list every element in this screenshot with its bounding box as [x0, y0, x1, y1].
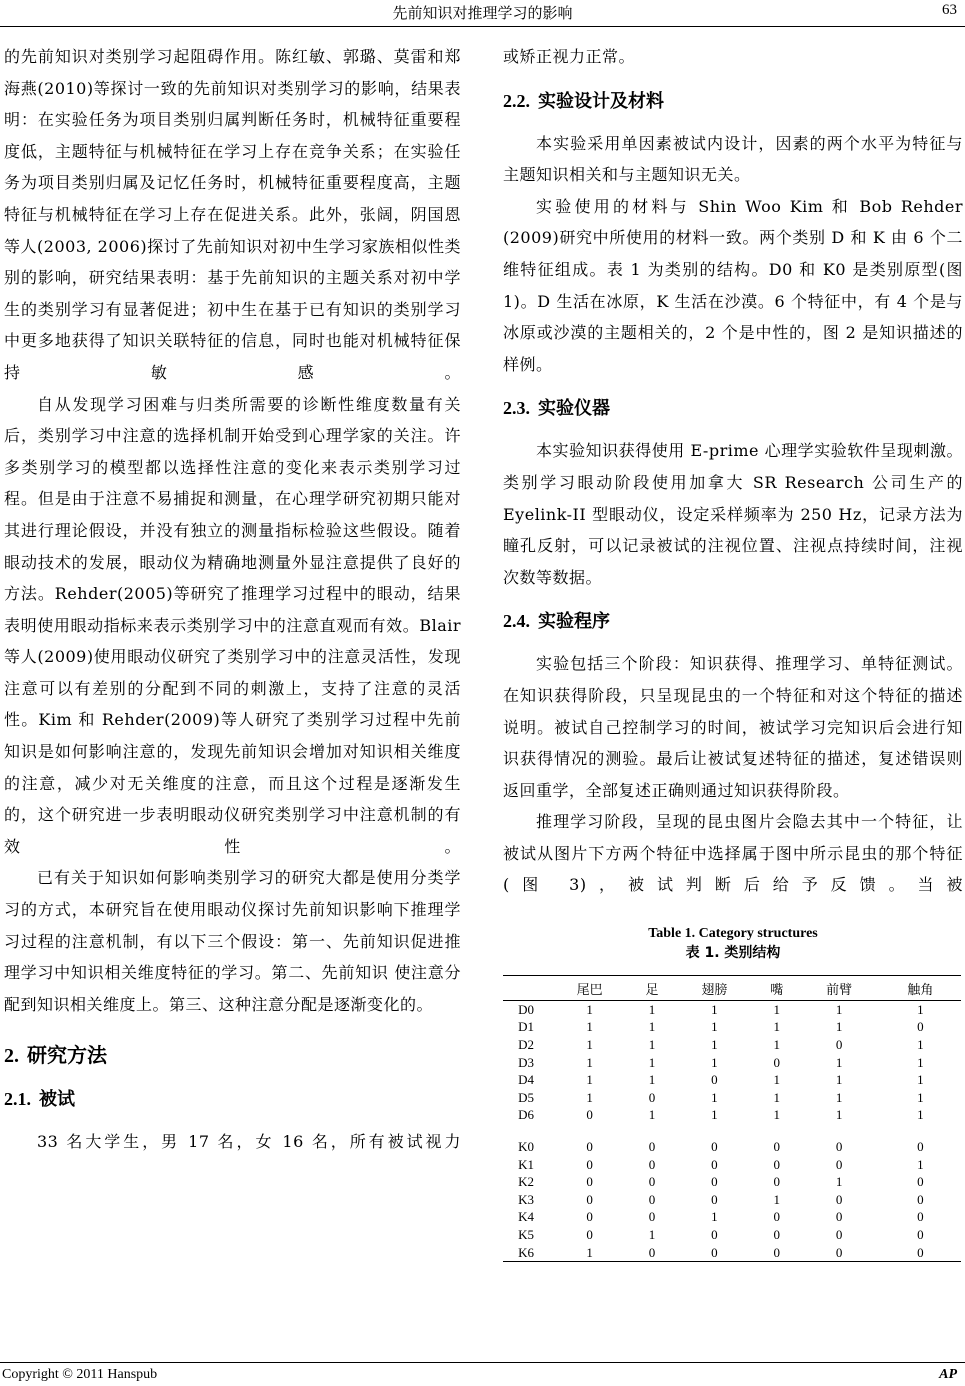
section-heading-methods: [4, 1040, 461, 1071]
table-cell: 0: [586, 1174, 593, 1190]
table-cell: 0: [917, 1209, 924, 1225]
table-body: [503, 1001, 961, 1262]
table-row: [503, 1156, 961, 1174]
footer-rule: [0, 1362, 965, 1363]
row-label-cell: D1: [518, 1019, 534, 1035]
row-label-cell: D6: [518, 1107, 534, 1123]
table-cell: 0: [711, 1226, 718, 1242]
table-cell: 1: [917, 1054, 924, 1070]
table-cell: 1: [648, 1107, 656, 1123]
paragraph-materials: 实验使用的材料与 Shin Woo Kim 和 Bob Rehder (2009)研究中所使用的材料一致。两个类别 D 和 K 由 6 个二维特征组成。表 1 为类别的结构。D0 和 K0 是类别原型(图 1)。D 生活在冰原，K 生活在沙漠。6 个特征中，有 4 个是与冰原或沙漠的主题相关的，2 个是中性的，图 2 是知识描述的样例。: [503, 196, 963, 374]
subsection-title: 被试: [39, 1089, 75, 1111]
table-cell: 1: [917, 1001, 924, 1017]
table-row: [503, 1071, 961, 1089]
table-cell: 0: [917, 1139, 924, 1155]
table-cell: 1: [773, 1089, 780, 1105]
row-label-cell: D5: [518, 1089, 534, 1105]
table-cell: 1: [711, 1107, 718, 1123]
table-cell: 0: [648, 1089, 656, 1105]
table-cell: 1: [917, 1089, 924, 1105]
table-cell: 1: [648, 1226, 656, 1242]
table-cell: 0: [917, 1191, 924, 1207]
table-group-spacer: [503, 1124, 961, 1138]
table-cell: 0: [586, 1191, 593, 1207]
table-row: [503, 1191, 961, 1209]
table-cell: 0: [917, 1226, 924, 1242]
row-label-cell: D2: [518, 1037, 534, 1053]
column-header: [503, 976, 549, 1001]
section-number: 2.: [4, 1045, 19, 1068]
table-caption-chinese: 表 1. 类别结构: [685, 945, 781, 962]
table-cell: 1: [773, 1019, 780, 1035]
section-title: 研究方法: [27, 1043, 107, 1068]
row-label-cell: K2: [518, 1174, 534, 1190]
table-cell: 1: [773, 1191, 780, 1207]
table-cell: 1: [711, 1001, 718, 1017]
table-cell: 1: [773, 1072, 780, 1088]
category-structure-table: [503, 975, 961, 1262]
table-cell: 0: [711, 1191, 718, 1207]
paragraph-inference-learning: 推理学习阶段，呈现的昆虫图片会隐去其中一个特征，让被试从图片下方两个特征中选择属于图中所示昆虫的那个特征(图 3)，被试判断后给予反馈。当被: [503, 812, 963, 895]
table-cell: 0: [711, 1072, 718, 1088]
table-cell: 1: [549, 1244, 630, 1262]
table-cell: 0: [586, 1139, 593, 1155]
table-cell: 0: [648, 1139, 656, 1155]
table-cell: 0: [773, 1139, 780, 1155]
table-row: [503, 1001, 961, 1019]
column-header: 嘴: [755, 976, 799, 1001]
row-label-cell: K3: [518, 1191, 534, 1207]
table-cell: 0: [835, 1191, 843, 1207]
subsection-title: 实验设计及材料: [538, 90, 664, 112]
table-cell: 0: [755, 1244, 799, 1262]
table-row: [503, 1226, 961, 1244]
paragraph-participants: 33 名大学生，男 17 名，女 16 名，所有被试视力: [37, 1132, 461, 1152]
table-cell: 0: [773, 1209, 780, 1225]
row-label-cell: D0: [518, 1001, 534, 1017]
table-cell: 1: [773, 1037, 780, 1053]
table-cell: 0: [648, 1156, 656, 1172]
table-cell: 1: [917, 1156, 924, 1172]
row-label-cell: K5: [518, 1226, 534, 1242]
table-cell: 1: [711, 1019, 718, 1035]
column-header: 足: [630, 976, 674, 1001]
table-cell: 0: [586, 1107, 593, 1123]
table-cell: 1: [917, 1037, 924, 1053]
table-cell: 0: [917, 1174, 924, 1190]
table-cell: 1: [586, 1072, 593, 1088]
paragraph-procedure: 实验包括三个阶段：知识获得、推理学习、单特征测试。在知识获得阶段，只呈现昆虫的一个特征和对这个特征的描述说明。被试自己控制学习的时间，被试学习完知识后会进行知识获得情况的测验。最后让被试复述特征的描述，复述错误则返回重学，全部复述正确则通过知识获得阶段。: [503, 654, 963, 800]
table-cell: 0: [773, 1156, 780, 1172]
table-cell: 1: [711, 1089, 718, 1105]
table-cell: 1: [648, 1054, 656, 1070]
row-label-cell: K6: [503, 1244, 549, 1262]
table-caption-english: Table 1. Category structures: [648, 926, 818, 942]
table-cell: 1: [835, 1072, 843, 1088]
row-label-cell: D3: [518, 1054, 534, 1070]
table-category-structures: [503, 925, 963, 1262]
left-column: [4, 41, 461, 1158]
page-number: 63: [942, 2, 957, 18]
subsection-number: 2.3.: [503, 398, 530, 419]
subsection-number: 2.4.: [503, 611, 530, 632]
table-row: [503, 1173, 961, 1191]
row-label-cell: D4: [518, 1072, 534, 1088]
table-cell: 1: [835, 1174, 843, 1190]
table-cell: 1: [648, 1037, 656, 1053]
paragraph-vision-continued: 或矫正视力正常。: [503, 47, 636, 66]
row-label-cell: K4: [518, 1209, 534, 1225]
subsection-title: 实验程序: [538, 611, 610, 633]
table-cell: 0: [630, 1244, 674, 1262]
table-cell: 1: [648, 1001, 656, 1017]
paragraph-attention-eye-movement: 自从发现学习困难与归类所需要的诊断性维度数量有关后，类别学习中注意的选择机制开始受到心理学家的关注。许多类别学习的模型都以选择性注意的变化来表示类别学习过程。但是由于注意不易捕捉和测量，在心理学研究初期只能对其进行理论假设，并没有独立的测量指标检验这些假设。随着眼动技术的发展，眼动仪为精确地测量外显注意提供了良好的方法。Rehder(2005)等研究了推理学习过程中的眼动，结果表明使用眼动指标来表示类别学习中的注意直观而有效。Blair 等人(2009)使用眼动仪研究了类别学习中的注意灵活性，发现注意可以有差别的分配到不同的刺激上，支持了注意的灵活性。Kim 和 Rehder(2009)等人研究了类别学习过程中先前知识是如何影响注意的，发现先前知识会增加对知识相关维度的注意，减少对无关维度的注意，而且这个过程是逐渐发生的，这个研究进一步表明眼动仪研究类别学习中注意机制的有效性。: [4, 394, 461, 856]
table-cell: 1: [835, 1001, 843, 1017]
table-header-row: [503, 976, 961, 1001]
table-cell: 1: [586, 1054, 593, 1070]
table-row: [503, 1138, 961, 1156]
table-cell: 0: [835, 1226, 843, 1242]
table-cell: 0: [674, 1244, 755, 1262]
subsection-heading-design: [503, 87, 963, 116]
subsection-heading-procedure: [503, 607, 963, 636]
table-cell: 1: [835, 1089, 843, 1105]
row-label-cell: K1: [518, 1156, 534, 1172]
table-cell: 0: [917, 1019, 924, 1035]
table-cell: 0: [586, 1226, 593, 1242]
table-cell: 0: [835, 1139, 843, 1155]
subsection-number: 2.1.: [4, 1089, 31, 1110]
table-cell: 1: [773, 1001, 780, 1017]
column-header: 前臂: [799, 976, 880, 1001]
table-cell: 1: [917, 1107, 924, 1123]
table-cell: 0: [711, 1139, 718, 1155]
table-cell: 1: [586, 1089, 593, 1105]
table-row: [503, 1107, 961, 1125]
header-rule: [0, 26, 965, 27]
column-header: 触角: [880, 976, 961, 1001]
table-cell: 0: [648, 1174, 656, 1190]
table-cell: 0: [711, 1156, 718, 1172]
running-header: [0, 0, 965, 28]
table-cell: 0: [773, 1054, 780, 1070]
paragraph-hypotheses: 已有关于知识如何影响类别学习的研究大都是使用分类学习的方式，本研究旨在使用眼动仪探讨先前知识影响下推理学习过程的注意机制，有以下三个假设：第一、先前知识促进推理学习中知识相关维度特征的学习。第二、先前知识 使注意分配到知识相关维度上。第三、这种注意分配是逐渐变化的。: [4, 868, 461, 1014]
table-cell: 1: [835, 1054, 843, 1070]
table-cell: 0: [586, 1156, 593, 1172]
table-cell: 1: [711, 1209, 718, 1225]
table-row: [503, 1209, 961, 1227]
table-cell: 1: [648, 1072, 656, 1088]
table-row: [503, 1054, 961, 1072]
subsection-number: 2.2.: [503, 90, 530, 111]
table-cell: 0: [835, 1156, 843, 1172]
table-cell: 0: [835, 1209, 843, 1225]
subsection-heading-apparatus: [503, 394, 963, 423]
table-cell: 1: [835, 1107, 843, 1123]
table-cell: 1: [835, 1019, 843, 1035]
table-row: [503, 1036, 961, 1054]
copyright-notice: Copyright © 2011 Hanspub: [2, 1367, 158, 1382]
table-cell: 1: [648, 1019, 656, 1035]
table-cell: 1: [586, 1001, 593, 1017]
running-title: 先前知识对推理学习的影响: [392, 4, 573, 22]
table-cell: 0: [586, 1209, 593, 1225]
table-cell: 1: [586, 1037, 593, 1053]
table-cell: 1: [586, 1019, 593, 1035]
table-row: [503, 1019, 961, 1037]
table-cell: 0: [799, 1244, 880, 1262]
column-header: 尾巴: [549, 976, 630, 1001]
table-cell: 1: [917, 1072, 924, 1088]
table-cell: 1: [711, 1037, 718, 1053]
right-column: [503, 41, 963, 1262]
table-cell: 1: [773, 1107, 780, 1123]
table-row: [503, 1244, 961, 1262]
spacer-cell: [503, 1124, 961, 1138]
table-cell: 1: [711, 1054, 718, 1070]
table-cell: 0: [711, 1174, 718, 1190]
table-cell: 0: [835, 1037, 843, 1053]
table-cell: 0: [648, 1191, 656, 1207]
paragraph-prior-knowledge: 的先前知识对类别学习起阻碍作用。陈红敏、郭璐、莫雷和郑海燕(2010)等探讨一致的先前知识对类别学习的影响，结果表明：在实验任务为项目类别归属判断任务时，机械特征重要程度低，主题特征与机械特征在学习上存在竞争关系；在实验任务为项目类别归属及记忆任务时，机械特征重要程度高，主题特征与机械特征在学习上存在促进关系。此外，张阔，阴国恩等人(2003, 2006)探讨了先前知识对初中生学习家族相似性类别的影响，研究结果表明：基于先前知识的主题关系对初中学生的类别学习有显著促进；初中生在基于已有知识的类别学习中更多地获得了知识关联特征的信息，同时也能对机械特征保持敏感。: [4, 47, 461, 382]
column-header: 翅膀: [674, 976, 755, 1001]
subsection-title: 实验仪器: [538, 398, 610, 420]
journal-abbreviation: AP: [939, 1367, 957, 1382]
table-cell: 0: [648, 1209, 656, 1225]
paragraph-apparatus: 本实验知识获得使用 E-prime 心理学实验软件呈现刺激。类别学习眼动阶段使用加拿大 SR Research 公司生产的 Eyelink-II 型眼动仪，设定采样频率为 250 Hz，记录方法为瞳孔反射，可以记录被试的注视位置、注视点持续时间，注视次数等数据。: [503, 441, 963, 587]
subsection-heading-participants: [4, 1085, 461, 1114]
table-cell: 0: [880, 1244, 961, 1262]
table-cell: 0: [773, 1226, 780, 1242]
paragraph-design: 本实验采用单因素被试内设计，因素的两个水平为特征与主题知识相关和与主题知识无关。: [503, 133, 963, 185]
table-row: [503, 1089, 961, 1107]
row-label-cell: K0: [518, 1139, 534, 1155]
table-cell: 0: [773, 1174, 780, 1190]
